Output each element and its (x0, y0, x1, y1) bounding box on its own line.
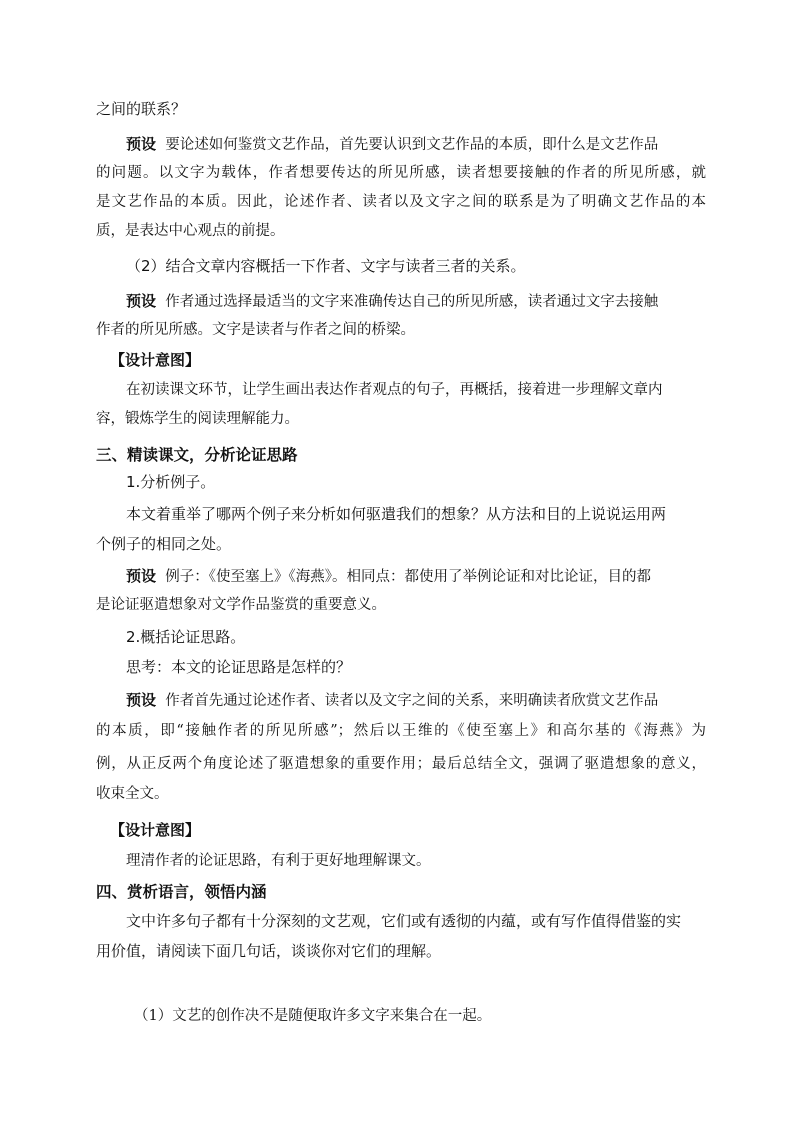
text-line: 之间的联系？ (96, 100, 187, 118)
section-heading: 三、精读课文，分析论证思路 (96, 446, 298, 464)
subsection-heading: 2.概括论证思路。 (126, 628, 246, 646)
question-line: 用价值，请阅读下面几句话，谈谈你对它们的理解。 (96, 942, 442, 960)
subsection-heading: 1.分析例子。 (126, 473, 216, 491)
preset-paragraph-line (126, 565, 706, 588)
preset-label: 预设 (126, 567, 157, 585)
preset-label: 预设 (126, 691, 157, 709)
quote-line: （1）文艺的创作决不是随便取许多文字来集合在一起。 (134, 1008, 492, 1024)
question-line: 本文着重举了哪两个例子来分析如何驱遣我们的想象？从方法和目的上说说运用两 (126, 505, 667, 523)
preset-text: 例子：《使至塞上》《海燕》。相同点：都使用了举例论证和对比论证，目的都 (165, 569, 651, 585)
text-line: 的问题。以文字为载体，作者想要传达的所见所感，读者想要接触的作者的所见所感，就 (96, 165, 706, 181)
question-line: 个例子的相同之处。 (96, 535, 232, 553)
preset-paragraph-line (126, 290, 706, 313)
text-line: 是文艺作品的本质。因此，论述作者、读者以及文字之间的联系是为了明确文艺作品的本 (96, 194, 706, 210)
preset-text: 作者通过选择最适当的文字来准确传达自己的所见所感，读者通过文字去接触 (165, 294, 659, 310)
preset-label: 预设 (126, 135, 157, 153)
text-line: 在初读课文环节，让学生画出表达作者观点的句子，再概括，接着进一步理解文章内 (126, 382, 663, 398)
text-line: 容，锻炼学生的阅读理解能力。 (96, 411, 299, 427)
question-line: 文中许多句子都有十分深刻的文艺观，它们或有透彻的内蕴，或有写作值得借鉴的实 (126, 912, 682, 930)
text-line: 质，是表达中心观点的前提。 (96, 223, 285, 239)
question-line: 思考：本文的论证思路是怎样的？ (126, 658, 352, 676)
text-line: 是论证驱遣想象对文学作品鉴赏的重要意义。 (96, 597, 386, 613)
preset-text: 要论述如何鉴赏文艺作品，首先要认识到文艺作品的本质，即什么是文艺作品 (165, 137, 659, 153)
question-line: （2）结合文章内容概括一下作者、文字与读者三者的关系。 (126, 257, 526, 275)
preset-text: 作者首先通过论述作者、读者以及文字之间的关系，来明确读者欣赏文艺作品 (165, 693, 659, 709)
preset-paragraph-line (126, 689, 706, 712)
text-line: 例，从正反两个角度论述了驱遣想象的重要作用；最后总结全文，强调了驱遣想象的意义， (96, 756, 706, 772)
text-line: 收束全文。 (96, 786, 169, 802)
text-line: 的本质，即“接触作者的所见所感”；然后以王维的《使至塞上》和高尔基的《海燕》为 (96, 723, 706, 739)
text-line: 作者的所见所感。文字是读者与作者之间的桥梁。 (96, 322, 415, 338)
preset-paragraph-line (126, 133, 706, 156)
preset-label: 预设 (126, 292, 157, 310)
design-intent-heading: 【设计意图】 (110, 351, 201, 369)
text-line: 理清作者的论证思路，有利于更好地理解课文。 (126, 853, 431, 869)
design-intent-heading: 【设计意图】 (110, 821, 201, 839)
section-heading: 四、赏析语言，领悟内涵 (96, 883, 267, 901)
